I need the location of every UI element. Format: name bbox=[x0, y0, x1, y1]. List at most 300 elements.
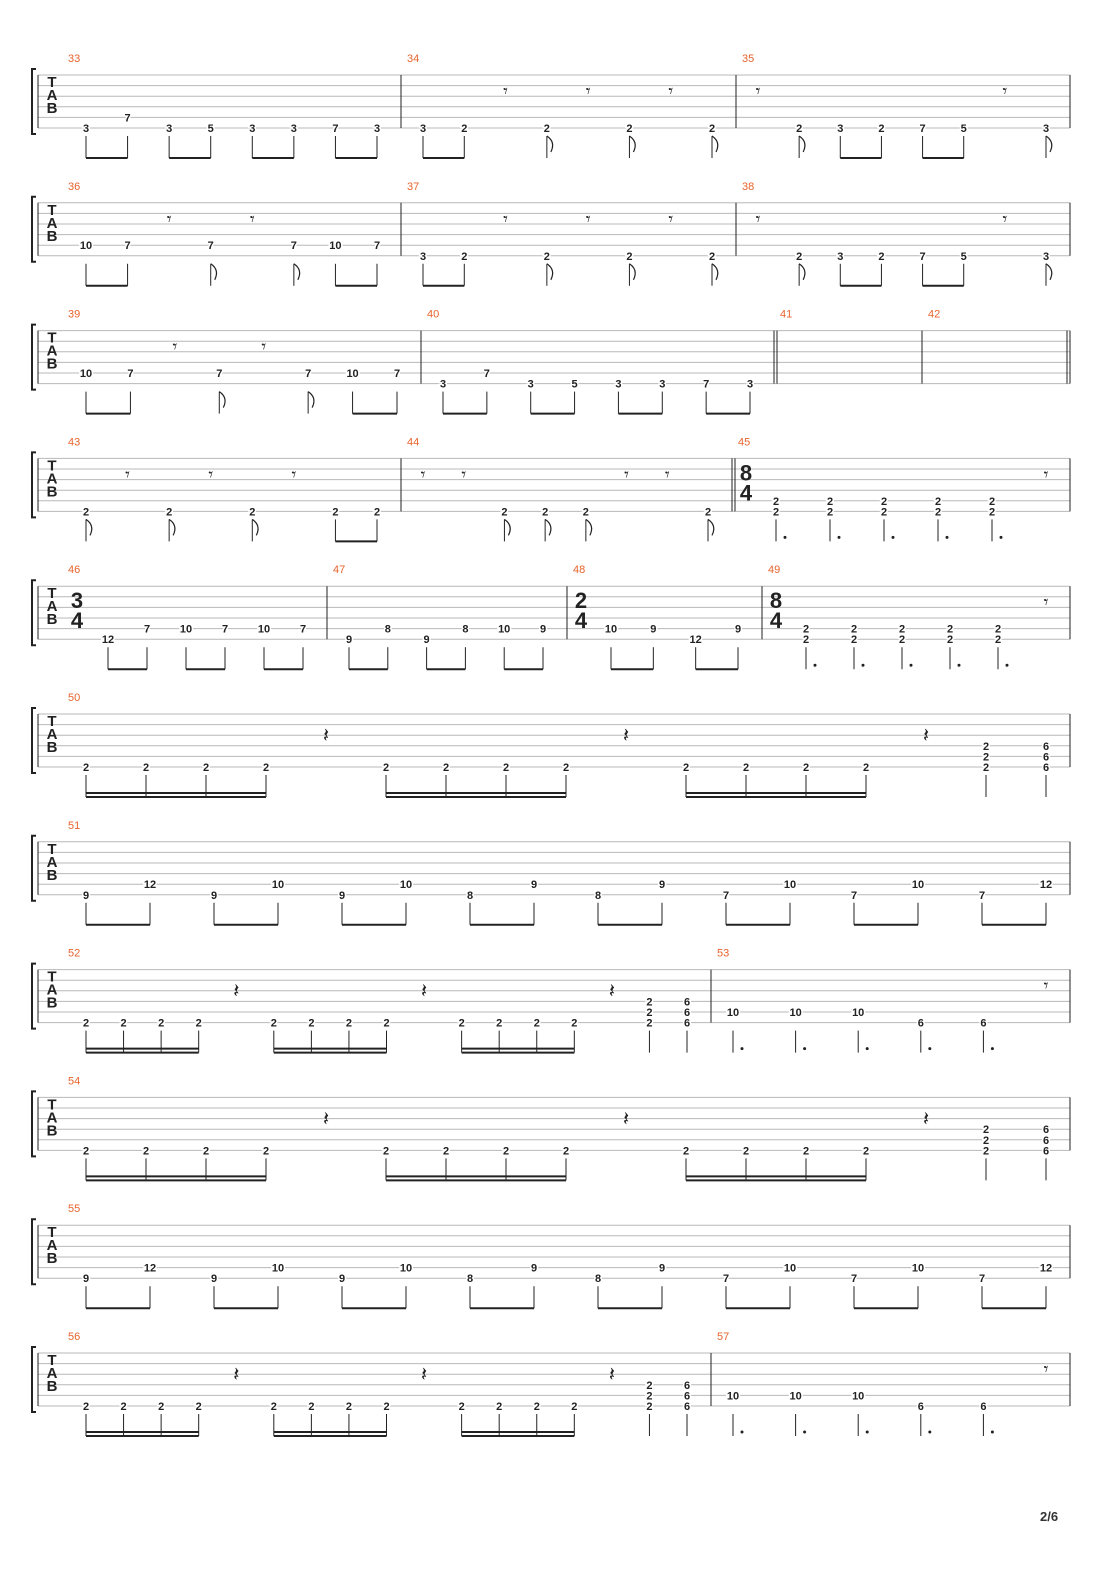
rest: 𝄽 bbox=[233, 1364, 240, 1386]
fret-number: 10 bbox=[783, 1262, 797, 1275]
fret-number: 2 bbox=[571, 1401, 578, 1413]
fret-number: 2 bbox=[308, 1401, 315, 1413]
rest: 𝄽 bbox=[922, 725, 930, 747]
rhythm-dot bbox=[803, 1047, 806, 1050]
fret-number: 2 bbox=[772, 506, 780, 519]
measure-number: 50 bbox=[68, 692, 81, 704]
tab-clef-letter: B bbox=[46, 100, 58, 117]
fret-number: 2 bbox=[862, 762, 870, 774]
fret-number: 2 bbox=[166, 506, 173, 519]
fret-number: 9 bbox=[82, 1273, 90, 1286]
rhythm-dot bbox=[991, 1047, 994, 1050]
fret-number: 2 bbox=[646, 1007, 653, 1019]
rest: 𝄾 bbox=[291, 464, 297, 485]
fret-number: 2 bbox=[543, 250, 550, 263]
rhythm-dot bbox=[803, 1431, 806, 1434]
measure-number: 33 bbox=[68, 53, 81, 65]
system-bracket bbox=[32, 964, 36, 1029]
note-flag bbox=[629, 264, 635, 280]
fret-number: 2 bbox=[345, 1401, 352, 1413]
measure-number: 46 bbox=[68, 564, 81, 577]
fret-number: 7 bbox=[978, 889, 986, 902]
measure-number: 45 bbox=[738, 436, 751, 449]
rest: 𝄾 bbox=[1043, 1359, 1049, 1379]
fret-number: 2 bbox=[332, 506, 339, 519]
rhythm-dot bbox=[741, 1047, 744, 1050]
fret-number: 2 bbox=[543, 123, 550, 135]
tab-clef-letter: T bbox=[47, 74, 57, 91]
rest: 𝄾 bbox=[585, 81, 591, 101]
measure-number: 55 bbox=[68, 1203, 81, 1216]
fret-number: 2 bbox=[646, 1017, 653, 1030]
fret-number: 6 bbox=[683, 1390, 691, 1403]
fret-number: 10 bbox=[271, 1262, 285, 1275]
fret-number: 7 bbox=[722, 889, 730, 902]
fret-number: 2 bbox=[502, 762, 510, 774]
fret-number: 7 bbox=[143, 623, 151, 636]
fret-number: 6 bbox=[917, 1401, 924, 1413]
fret-number: 9 bbox=[82, 889, 90, 902]
measure-number: 54 bbox=[68, 1075, 81, 1088]
tab-clef-letter: B bbox=[46, 1378, 58, 1395]
measure-number: 51 bbox=[68, 819, 81, 832]
fret-number: 3 bbox=[615, 378, 622, 391]
rest: 𝄾 bbox=[755, 208, 761, 229]
fret-number: 6 bbox=[1042, 740, 1050, 753]
fret-number: 10 bbox=[179, 623, 193, 636]
fret-number: 8 bbox=[466, 889, 474, 902]
rhythm-dot bbox=[946, 536, 949, 539]
fret-number: 2 bbox=[533, 1401, 540, 1413]
rest: 𝄾 bbox=[166, 208, 172, 229]
fret-number: 2 bbox=[383, 1017, 390, 1030]
fret-number: 2 bbox=[270, 1017, 277, 1030]
tab-clef-letter: A bbox=[46, 1109, 58, 1127]
fret-number: 10 bbox=[329, 240, 342, 253]
fret-number: 3 bbox=[837, 250, 844, 263]
rest: 𝄾 bbox=[668, 208, 674, 229]
fret-number: 2 bbox=[994, 623, 1002, 636]
fret-number: 7 bbox=[703, 378, 710, 391]
tab-clef-letter: T bbox=[47, 457, 57, 475]
tab-clef-letter: A bbox=[46, 726, 58, 743]
fret-number: 7 bbox=[919, 123, 926, 135]
note-flag bbox=[169, 519, 175, 535]
fret-number: 2 bbox=[202, 1145, 210, 1158]
system-bracket bbox=[32, 1347, 36, 1412]
note-flag bbox=[294, 264, 300, 280]
fret-number: 2 bbox=[862, 1145, 870, 1158]
fret-number: 7 bbox=[127, 368, 134, 380]
rhythm-dot bbox=[991, 1431, 994, 1434]
rhythm-dot bbox=[1000, 536, 1003, 539]
tab-clef-letter: B bbox=[46, 1122, 58, 1140]
note-flag bbox=[545, 519, 551, 535]
measure-number: 35 bbox=[742, 53, 755, 65]
fret-number: 2 bbox=[946, 623, 954, 636]
fret-number: 9 bbox=[338, 889, 346, 902]
fret-number: 2 bbox=[202, 762, 210, 774]
fret-number: 7 bbox=[299, 623, 307, 636]
fret-number: 12 bbox=[1039, 879, 1053, 892]
rest: 𝄾 bbox=[1002, 208, 1008, 229]
note-flag bbox=[708, 519, 714, 535]
tab-clef-letter: B bbox=[46, 355, 58, 373]
fret-number: 8 bbox=[462, 623, 469, 636]
rest: 𝄾 bbox=[664, 464, 670, 485]
tab-clef-letter: T bbox=[47, 840, 57, 858]
fret-number: 2 bbox=[158, 1017, 165, 1030]
fret-number: 2 bbox=[708, 250, 716, 263]
fret-number: 12 bbox=[143, 879, 157, 892]
fret-number: 2 bbox=[880, 506, 888, 519]
system-bracket bbox=[32, 325, 36, 390]
fret-number: 2 bbox=[802, 762, 810, 774]
fret-number: 10 bbox=[271, 879, 285, 892]
fret-number: 2 bbox=[562, 1145, 570, 1158]
fret-number: 9 bbox=[210, 889, 218, 902]
fret-number: 6 bbox=[1042, 1124, 1050, 1137]
fret-number: 10 bbox=[911, 1262, 925, 1275]
rest: 𝄽 bbox=[421, 980, 428, 1003]
fret-number: 2 bbox=[249, 506, 256, 519]
fret-number: 2 bbox=[542, 506, 549, 519]
fret-number: 10 bbox=[852, 1007, 865, 1019]
fret-number: 2 bbox=[382, 1145, 390, 1158]
fret-number: 2 bbox=[442, 1145, 450, 1158]
rest: 𝄽 bbox=[922, 1108, 930, 1131]
note-flag bbox=[86, 519, 92, 535]
fret-number: 2 bbox=[742, 762, 750, 774]
time-signature-bottom: 4 bbox=[769, 608, 783, 634]
tab-clef-letter: B bbox=[46, 994, 58, 1012]
fret-number: 9 bbox=[650, 623, 657, 636]
rhythm-dot bbox=[784, 536, 787, 539]
fret-number: 2 bbox=[898, 623, 906, 636]
note-flag bbox=[252, 519, 258, 535]
rest: 𝄽 bbox=[622, 725, 630, 747]
rest: 𝄽 bbox=[608, 1364, 615, 1386]
rest: 𝄽 bbox=[322, 725, 330, 747]
tab-clef-letter: B bbox=[46, 1250, 58, 1268]
fret-number: 2 bbox=[82, 1401, 90, 1413]
fret-number: 2 bbox=[682, 1145, 690, 1158]
fret-number: 2 bbox=[158, 1401, 165, 1413]
fret-number: 3 bbox=[166, 123, 173, 135]
tab-clef-letter: B bbox=[46, 611, 58, 629]
fret-number: 2 bbox=[82, 1145, 90, 1158]
fret-number: 2 bbox=[496, 1017, 503, 1030]
fret-number: 3 bbox=[1042, 250, 1050, 263]
system-bracket bbox=[32, 1219, 36, 1284]
fret-number: 2 bbox=[878, 250, 885, 263]
tab-clef-letter: A bbox=[46, 853, 58, 871]
fret-number: 7 bbox=[332, 123, 339, 135]
rhythm-dot bbox=[928, 1431, 931, 1434]
fret-number: 10 bbox=[852, 1390, 865, 1403]
fret-number: 9 bbox=[539, 623, 547, 636]
rhythm-dot bbox=[910, 664, 913, 667]
fret-number: 2 bbox=[270, 1401, 277, 1413]
fret-number: 7 bbox=[305, 368, 312, 380]
fret-number: 10 bbox=[789, 1390, 802, 1403]
measure-number: 44 bbox=[407, 436, 420, 449]
rest: 𝄾 bbox=[1043, 464, 1049, 485]
tab-clef-letter: T bbox=[47, 1352, 57, 1369]
fret-number: 2 bbox=[934, 506, 942, 519]
fret-number: 3 bbox=[290, 123, 297, 135]
rest: 𝄾 bbox=[249, 208, 255, 229]
note-flag bbox=[586, 519, 592, 535]
rest: 𝄾 bbox=[668, 81, 674, 101]
rhythm-dot bbox=[862, 664, 865, 667]
fret-number: 3 bbox=[419, 123, 427, 135]
fret-number: 2 bbox=[988, 506, 996, 519]
rest: 𝄽 bbox=[622, 1108, 630, 1131]
fret-number: 10 bbox=[257, 623, 271, 636]
measure-number: 56 bbox=[68, 1331, 81, 1343]
rhythm-dot bbox=[741, 1431, 744, 1434]
rest: 𝄾 bbox=[420, 464, 426, 485]
rest: 𝄽 bbox=[421, 1364, 428, 1386]
fret-number: 2 bbox=[461, 123, 468, 135]
rest: 𝄽 bbox=[608, 980, 615, 1003]
fret-number: 3 bbox=[837, 123, 844, 135]
fret-number: 2 bbox=[502, 1145, 510, 1158]
fret-number: 9 bbox=[338, 1273, 346, 1286]
fret-number: 3 bbox=[439, 378, 447, 391]
measure-number: 39 bbox=[68, 308, 81, 321]
fret-number: 7 bbox=[978, 1273, 986, 1286]
fret-number: 2 bbox=[382, 762, 390, 774]
tab-clef-letter: A bbox=[46, 214, 58, 232]
note-flag bbox=[799, 264, 805, 280]
fret-number: 5 bbox=[207, 123, 214, 135]
time-signature-bottom: 4 bbox=[739, 480, 753, 506]
rest: 𝄾 bbox=[461, 464, 467, 485]
fret-number: 2 bbox=[120, 1017, 127, 1030]
measure-number: 48 bbox=[573, 564, 586, 577]
fret-number: 2 bbox=[878, 123, 885, 135]
measure-number: 49 bbox=[768, 564, 781, 577]
tab-clef-letter: B bbox=[46, 227, 58, 245]
fret-number: 2 bbox=[704, 506, 712, 519]
measure-number: 52 bbox=[68, 947, 81, 960]
fret-number: 6 bbox=[1042, 1134, 1050, 1147]
fret-number: 2 bbox=[988, 495, 996, 508]
fret-number: 8 bbox=[594, 889, 602, 902]
fret-number: 3 bbox=[82, 123, 90, 135]
fret-number: 9 bbox=[423, 634, 430, 647]
rhythm-dot bbox=[928, 1047, 931, 1050]
fret-number: 10 bbox=[911, 879, 925, 892]
tab-clef-letter: A bbox=[46, 981, 58, 999]
measure-number: 37 bbox=[407, 180, 420, 193]
rhythm-dot bbox=[814, 664, 817, 667]
fret-number: 2 bbox=[582, 506, 589, 519]
measure-number: 36 bbox=[68, 180, 81, 193]
fret-number: 2 bbox=[373, 506, 381, 519]
fret-number: 2 bbox=[934, 495, 942, 508]
fret-number: 5 bbox=[571, 378, 578, 391]
fret-number: 12 bbox=[101, 634, 115, 647]
fret-number: 7 bbox=[207, 240, 214, 253]
fret-number: 9 bbox=[658, 879, 666, 892]
tab-clef-letter: T bbox=[47, 1224, 57, 1242]
fret-number: 2 bbox=[383, 1401, 390, 1413]
fret-number: 2 bbox=[195, 1017, 202, 1030]
rhythm-dot bbox=[866, 1431, 869, 1434]
rest: 𝄾 bbox=[1043, 975, 1049, 996]
note-flag bbox=[799, 136, 805, 152]
fret-number: 10 bbox=[399, 879, 413, 892]
time-signature-bottom: 4 bbox=[574, 608, 588, 634]
measure-number: 40 bbox=[427, 308, 440, 321]
fret-number: 2 bbox=[898, 634, 906, 647]
fret-number: 2 bbox=[772, 495, 780, 508]
fret-number: 3 bbox=[527, 378, 534, 391]
measure-number: 47 bbox=[333, 564, 346, 577]
fret-number: 2 bbox=[646, 996, 653, 1009]
fret-number: 12 bbox=[689, 634, 702, 647]
system-bracket bbox=[32, 197, 36, 262]
fret-number: 2 bbox=[802, 623, 810, 636]
rest: 𝄾 bbox=[1043, 592, 1049, 613]
fret-number: 3 bbox=[659, 378, 666, 391]
fret-number: 2 bbox=[345, 1017, 352, 1030]
fret-number: 12 bbox=[143, 1262, 157, 1275]
fret-number: 10 bbox=[498, 623, 511, 636]
fret-number: 2 bbox=[442, 762, 450, 774]
fret-number: 2 bbox=[458, 1401, 465, 1413]
tab-clef-letter: B bbox=[46, 866, 58, 884]
time-signature-top: 8 bbox=[739, 460, 753, 486]
measure-number: 34 bbox=[407, 53, 420, 65]
fret-number: 9 bbox=[345, 634, 353, 647]
fret-number: 2 bbox=[626, 123, 633, 135]
rest: 𝄽 bbox=[233, 980, 240, 1003]
fret-number: 2 bbox=[796, 250, 803, 263]
rest: 𝄽 bbox=[322, 1108, 330, 1131]
tab-clef-letter: A bbox=[46, 470, 58, 488]
fret-number: 10 bbox=[79, 368, 93, 380]
fret-number: 7 bbox=[393, 368, 401, 380]
fret-number: 6 bbox=[683, 1017, 691, 1030]
fret-number: 7 bbox=[850, 1273, 858, 1286]
fret-number: 2 bbox=[82, 1017, 90, 1030]
fret-number: 8 bbox=[594, 1273, 602, 1286]
fret-number: 3 bbox=[373, 123, 381, 135]
tab-clef-letter: B bbox=[46, 739, 58, 756]
fret-number: 3 bbox=[746, 378, 754, 391]
fret-number: 2 bbox=[195, 1401, 202, 1413]
fret-number: 10 bbox=[79, 240, 93, 253]
fret-number: 2 bbox=[82, 506, 90, 519]
system-bracket bbox=[32, 1091, 36, 1156]
tab-clef-letter: T bbox=[47, 585, 57, 603]
rest: 𝄾 bbox=[624, 464, 629, 485]
rest: 𝄾 bbox=[503, 81, 508, 101]
fret-number: 10 bbox=[783, 879, 797, 892]
fret-number: 7 bbox=[124, 112, 131, 125]
fret-number: 7 bbox=[373, 240, 381, 253]
fret-number: 7 bbox=[722, 1273, 730, 1286]
tab-clef-letter: T bbox=[47, 201, 57, 219]
fret-number: 2 bbox=[120, 1401, 127, 1413]
fret-number: 2 bbox=[646, 1390, 653, 1403]
fret-number: 2 bbox=[501, 506, 508, 519]
rhythm-dot bbox=[1006, 664, 1009, 667]
rest: 𝄾 bbox=[755, 81, 761, 101]
fret-number: 7 bbox=[919, 250, 926, 263]
note-flag bbox=[629, 136, 635, 152]
fret-number: 2 bbox=[496, 1401, 503, 1413]
fret-number: 7 bbox=[216, 368, 223, 380]
rest: 𝄾 bbox=[125, 464, 130, 485]
fret-number: 2 bbox=[262, 1145, 270, 1158]
fret-number: 2 bbox=[982, 1134, 990, 1147]
rest: 𝄾 bbox=[1002, 81, 1008, 101]
note-flag bbox=[1046, 264, 1052, 280]
fret-number: 10 bbox=[604, 623, 618, 636]
page-number: 2/6 bbox=[1040, 1509, 1059, 1524]
note-flag bbox=[547, 264, 553, 280]
fret-number: 2 bbox=[826, 506, 834, 519]
fret-number: 2 bbox=[850, 634, 858, 647]
fret-number: 6 bbox=[980, 1017, 987, 1030]
fret-number: 8 bbox=[466, 1273, 474, 1286]
measure-number: 38 bbox=[742, 180, 755, 193]
fret-number: 7 bbox=[483, 368, 490, 380]
fret-number: 9 bbox=[530, 879, 538, 892]
note-flag bbox=[219, 392, 225, 408]
tab-clef-letter: A bbox=[46, 1365, 58, 1382]
fret-number: 6 bbox=[1042, 751, 1050, 764]
fret-number: 2 bbox=[802, 1145, 810, 1158]
system-bracket bbox=[32, 452, 36, 517]
fret-number: 2 bbox=[142, 1145, 150, 1158]
rhythm-dot bbox=[958, 664, 961, 667]
fret-number: 2 bbox=[708, 123, 716, 135]
fret-number: 2 bbox=[458, 1017, 465, 1030]
fret-number: 10 bbox=[789, 1007, 802, 1019]
fret-number: 2 bbox=[461, 250, 468, 263]
fret-number: 6 bbox=[980, 1401, 987, 1413]
fret-number: 9 bbox=[530, 1262, 538, 1275]
rest: 𝄾 bbox=[503, 208, 508, 229]
tab-clef-letter: T bbox=[47, 968, 57, 986]
fret-number: 2 bbox=[994, 634, 1002, 647]
fret-number: 2 bbox=[826, 495, 834, 508]
fret-number: 2 bbox=[982, 1124, 990, 1137]
fret-number: 10 bbox=[726, 1007, 740, 1019]
note-flag bbox=[712, 136, 718, 152]
fret-number: 2 bbox=[682, 762, 690, 774]
fret-number: 10 bbox=[399, 1262, 413, 1275]
fret-number: 10 bbox=[346, 368, 359, 380]
rest: 𝄾 bbox=[585, 208, 591, 229]
fret-number: 6 bbox=[1042, 762, 1050, 774]
fret-number: 2 bbox=[142, 762, 150, 774]
tab-clef-letter: T bbox=[47, 329, 57, 347]
system-bracket bbox=[32, 836, 36, 901]
measure-number: 43 bbox=[68, 436, 81, 449]
tab-clef-letter: A bbox=[46, 1237, 58, 1255]
fret-number: 2 bbox=[626, 250, 633, 263]
fret-number: 2 bbox=[533, 1017, 540, 1030]
fret-number: 2 bbox=[880, 495, 888, 508]
fret-number: 9 bbox=[658, 1262, 666, 1275]
